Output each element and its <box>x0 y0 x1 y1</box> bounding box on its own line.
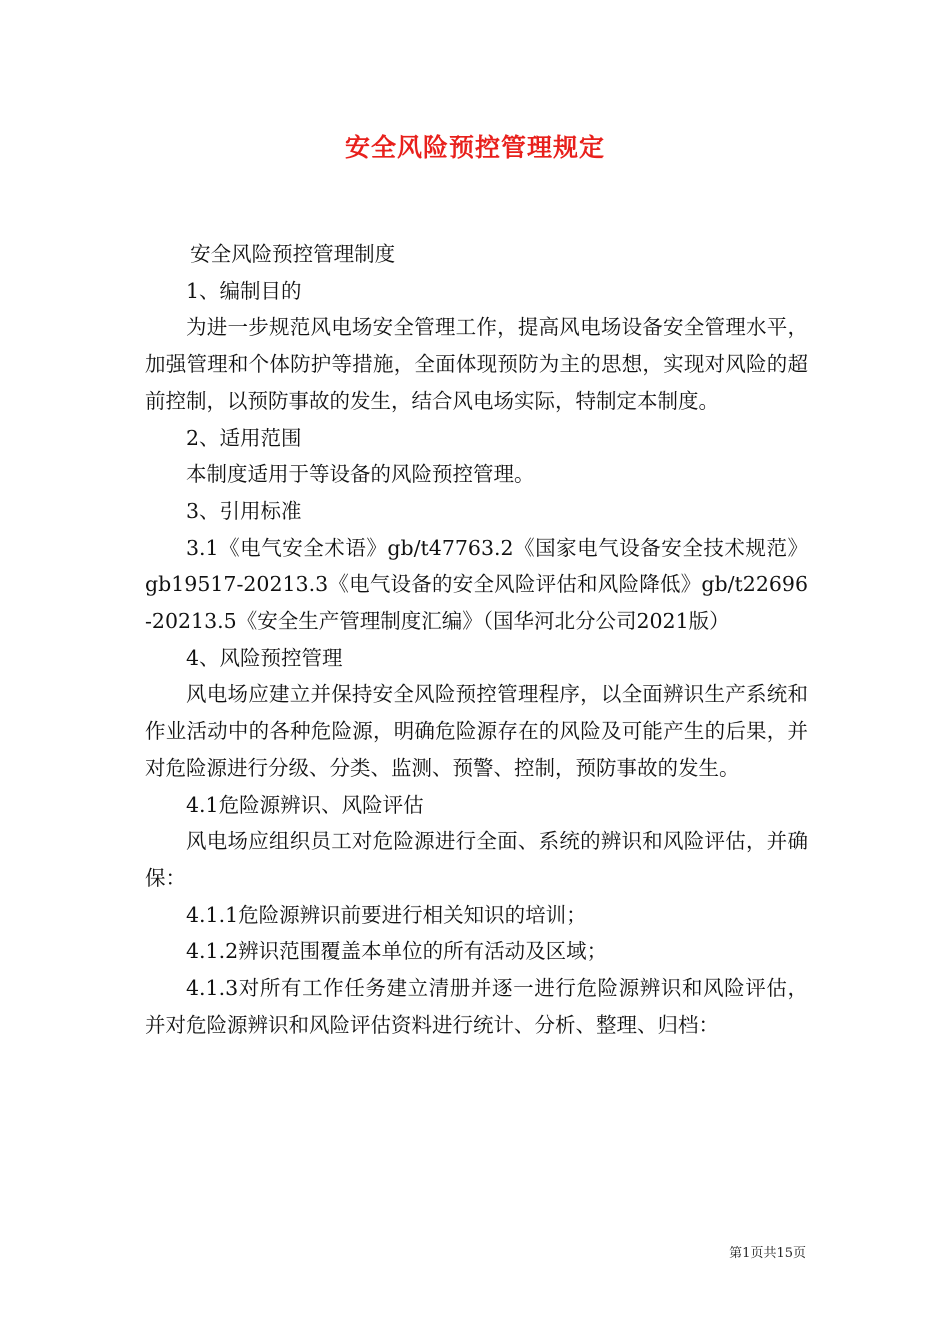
section-4-1-heading: 4.1危险源辨识、风险评估 <box>186 792 424 817</box>
item-4-1-3: 4.1.3对所有工作任务建立清册并逐一进行危险源辨识和风险评估，并对危险源辨识和风险评估资料进行统计、分析、整理、归档： <box>145 976 808 1037</box>
section-2-text: 本制度适用于等设备的风险预控管理。 <box>186 462 535 487</box>
item-4-1-1: 4.1.1危险源辨识前要进行相关知识的培训； <box>186 902 587 927</box>
section-1-text: 为进一步规范风电场安全管理工作，提高风电场设备安全管理水平，加强管理和个体防护等措施，全面体现预防为主的思想，实现对风险的超前控制，以预防事故的发生，结合风电场实际，特制定本制度。 <box>145 315 808 413</box>
section-4-text: 风电场应建立并保持安全风险预控管理程序，以全面辨识生产系统和作业活动中的各种危险源，明确危险源存在的风险及可能产生的后果，并对危险源进行分级、分类、监测、预警、控制，预防事故的发生。 <box>145 682 808 780</box>
section-1-heading: 1、编制目的 <box>186 278 302 303</box>
item-4-1-2: 4.1.2辨识范围覆盖本单位的所有活动及区域； <box>186 939 608 964</box>
page-number: 第1页共15页 <box>729 1246 806 1261</box>
paragraph-heading: 安全风险预控管理制度 <box>190 242 396 266</box>
section-4-1-text: 风电场应组织员工对危险源进行全面、系统的辨识和风险评估，并确保： <box>145 829 808 890</box>
document-body <box>145 236 808 1043</box>
section-2-heading: 2、适用范围 <box>186 425 302 450</box>
section-3-text: 3.1《电气安全术语》gb/t47763.2《国家电气设备安全技术规范》gb19517-20213.3《电气设备的安全风险评估和风险降低》gb/t22696-20213.5《安全生产管理制度汇编》（国华河北分公司2021版） <box>145 535 808 634</box>
section-3-heading: 3、引用标准 <box>186 498 302 523</box>
section-4-heading: 4、风险预控管理 <box>186 645 343 670</box>
document-title: 安全风险预控管理规定 <box>344 133 605 162</box>
